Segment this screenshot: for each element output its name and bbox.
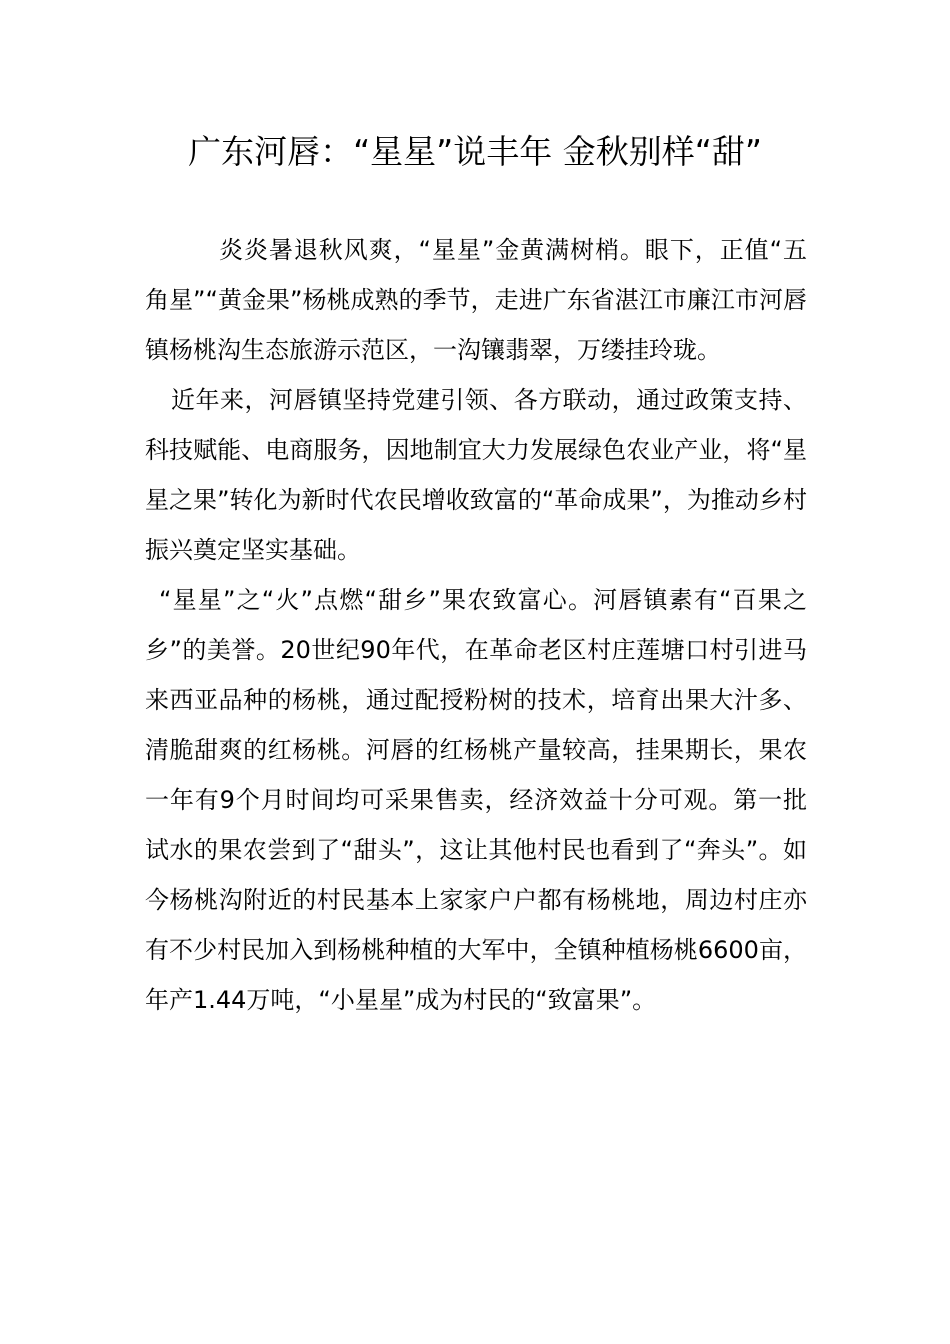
document-body: [145, 225, 807, 1025]
paragraph-intro: 炎炎暑退秋风爽，“星星”金黄满树梢。眼下，正值“五角星”“黄金果”杨桃成熟的季节，走进广东省湛江市廉江市河唇镇杨桃沟生态旅游示范区，一沟镶翡翠，万缕挂玲珑。: [145, 236, 807, 364]
paragraph-history: “星星”之“火”点燃“甜乡”果农致富心。河唇镇素有“百果之乡”的美誉。20世纪90年代，在革命老区村庄莲塘口村引进马来西亚品种的杨桃，通过配授粉树的技术，培育出果大汁多、清脆甜爽的红杨桃。河唇的红杨桃产量较高，挂果期长，果农一年有9个月时间均可采果售卖，经济效益十分可观。第一批试水的果农尝到了“甜头”，这让其他村民也看到了“奔头”。如今杨桃沟附近的村民基本上家家户户都有杨桃地，周边村庄亦有不少村民加入到杨桃种植的大军中，全镇种植杨桃6600亩，年产1.44万吨，“小星星”成为村民的“致富果”。: [145, 586, 807, 1014]
paragraph-development: 近年来，河唇镇坚持党建引领、各方联动，通过政策支持、科技赋能、电商服务，因地制宜大力发展绿色农业产业，将“星星之果”转化为新时代农民增收致富的“革命成果”，为推动乡村振兴奠定坚实基础。: [145, 386, 807, 564]
document-title: 广东河唇：“星星”说丰年 金秋别样“甜”: [188, 132, 762, 171]
